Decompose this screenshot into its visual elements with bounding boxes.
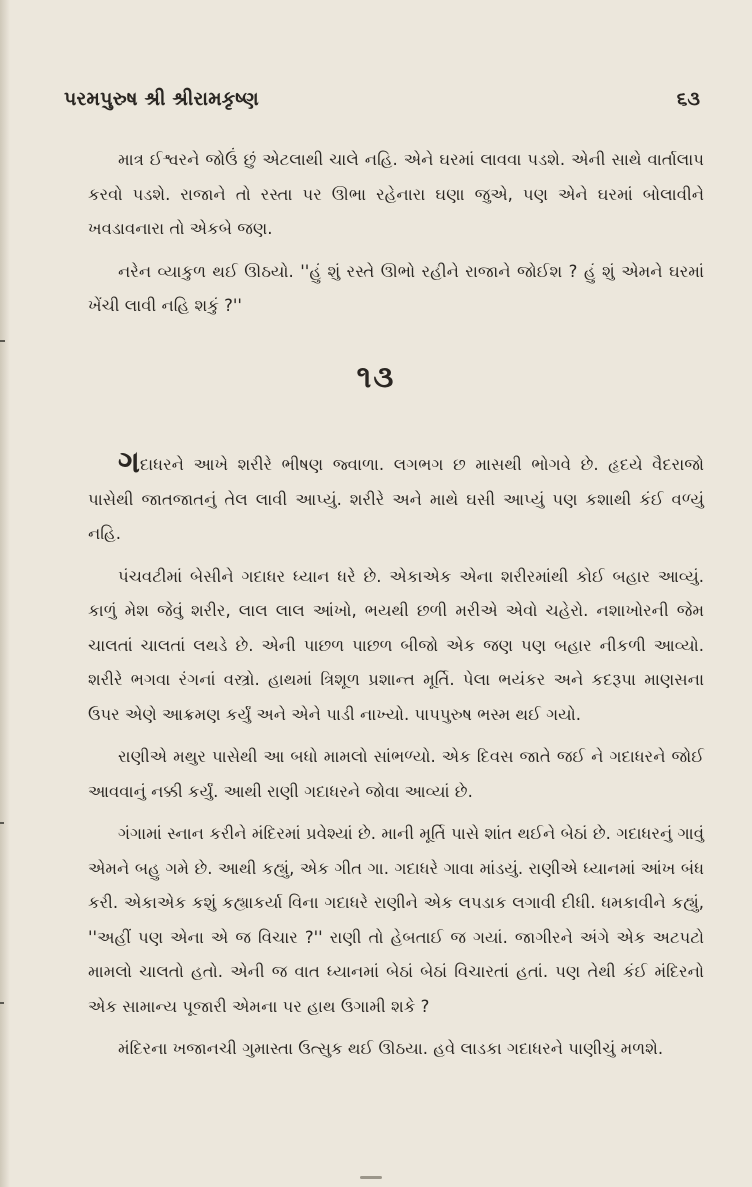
chapter-text — [88, 445, 704, 1067]
scan-mark — [0, 340, 5, 342]
page-edge-shadow — [0, 0, 10, 1187]
scan-mark — [0, 1002, 4, 1004]
paragraph: રાણીએ મથુર પાસેથી આ બધો મામલો સાંભળ્યો. એક દિવસ જાતે જઈ ને ગદાધરને જોઈ આવવાનું નક્કી કર્યું. આથી રાણી ગદાધરને જોવા આવ્યાં છે. — [88, 747, 704, 801]
paragraph: માત્ર ઈશ્વરને જોઉં છું એટલાથી ચાલે નહિ. એને ઘરમાં લાવવા પડશે. એની સાથે વાર્તાલાપ કરવો પડશે. રાજાને તો રસ્તા પર ઊભા રહેનારા ઘણા જુએ, પણ એને ઘરમાં બોલાવીને ખવડાવનારા તો એકબે જણ. — [88, 150, 704, 238]
chapter-number: ૧૩ — [356, 360, 396, 395]
paragraph: મંદિરના ખજાનચી ગુમાસ્તા ઉત્સુક થઈ ઊઠયા. હવે લાડકા ગદાધરને પાણીચું મળશે. — [118, 1039, 664, 1058]
paragraph: નરેન વ્યાકુળ થઈ ઊઠયો. ''હું શું રસ્તે ઊભો રહીને રાજાને જોઈશ ? હું શું એમને ઘરમાં ખેંચી લાવી નહિ શકું ?'' — [88, 261, 704, 315]
intro-text — [88, 143, 704, 324]
paragraph-with-dropcap — [88, 445, 704, 552]
paragraph: પંચવટીમાં બેસીને ગદાધર ધ્યાન ધરે છે. એકાએક એના શરીરમાંથી કોઈ બહાર આવ્યું. કાળું મેશ જેવું શરીર, લાલ લાલ આંખો, ભયથી છળી મરીએ એવો ચહેરો. નશાખોરની જેમ ચાલતાં ચાલતાં લથડે છે. એની પાછળ પાછળ બીજો એક જણ પણ બહાર નીકળી આવ્યો. શરીરે ભગવા રંગનાં વસ્ત્રો. હાથમાં ત્રિશૂળ પ્રશાન્ત મૂર્તિ. પેલા ભયંકર અને કદરૂપા માણસના ઉપર એણે આક્રમણ કર્યું અને એને પાડી નાખ્યો. પાપપુરુષ ભસ્મ થઈ ગયો. — [88, 566, 704, 724]
paragraph: ગંગામાં સ્નાન કરીને મંદિરમાં પ્રવેશ્યાં છે. માની મૂર્તિ પાસે શાંત થઈને બેઠાં છે. ગદાધરનું ગાવું એમને બહુ ગમે છે. આથી કહ્યું, એક ગીત ગા. ગદાધરે ગાવા માંડયું. રાણીએ ધ્યાનમાં આંખ બંધ કરી. એકાએક કશું કહ્યાકર્યા વિના ગદાધરે રાણીને એક લપડાક લગાવી દીધી. ધમકાવીને કહ્યું, ''અહીં પણ એના એ જ વિચાર ?'' રાણી તો હેબતાઈ જ ગયાં. જાગીરને અંગે એક અટપટો મામલો ચાલતો હતો. એની જ વાત ધ્યાનમાં બેઠાં બેઠાં વિચારતાં હતાં. પણ તેથી કંઈ મંદિરનો એક સામાન્ય પૂજારી એમના પર હાથ ઉગામી શકે ? — [88, 824, 704, 1016]
running-head: પરમપુરુષ શ્રી શ્રીરામકૃષ્ણ — [64, 88, 259, 110]
page-number: ૬૩ — [676, 88, 700, 110]
drop-cap: ગ — [118, 445, 140, 480]
scan-mark — [0, 822, 4, 824]
print-speck — [360, 1176, 382, 1179]
paragraph-text: દાધરને આખે શરીરે ભીષણ જ્વાળા. લગભગ છ માસથી ભોગવે છે. હૃદયે વૈદરાજો પાસેથી જાતજાતનું તેલ લાવી આપ્યું. શરીરે અને માથે ઘસી આપ્યું પણ કશાથી કંઈ વળ્યું નહિ. — [88, 455, 704, 543]
page-header — [64, 88, 700, 118]
